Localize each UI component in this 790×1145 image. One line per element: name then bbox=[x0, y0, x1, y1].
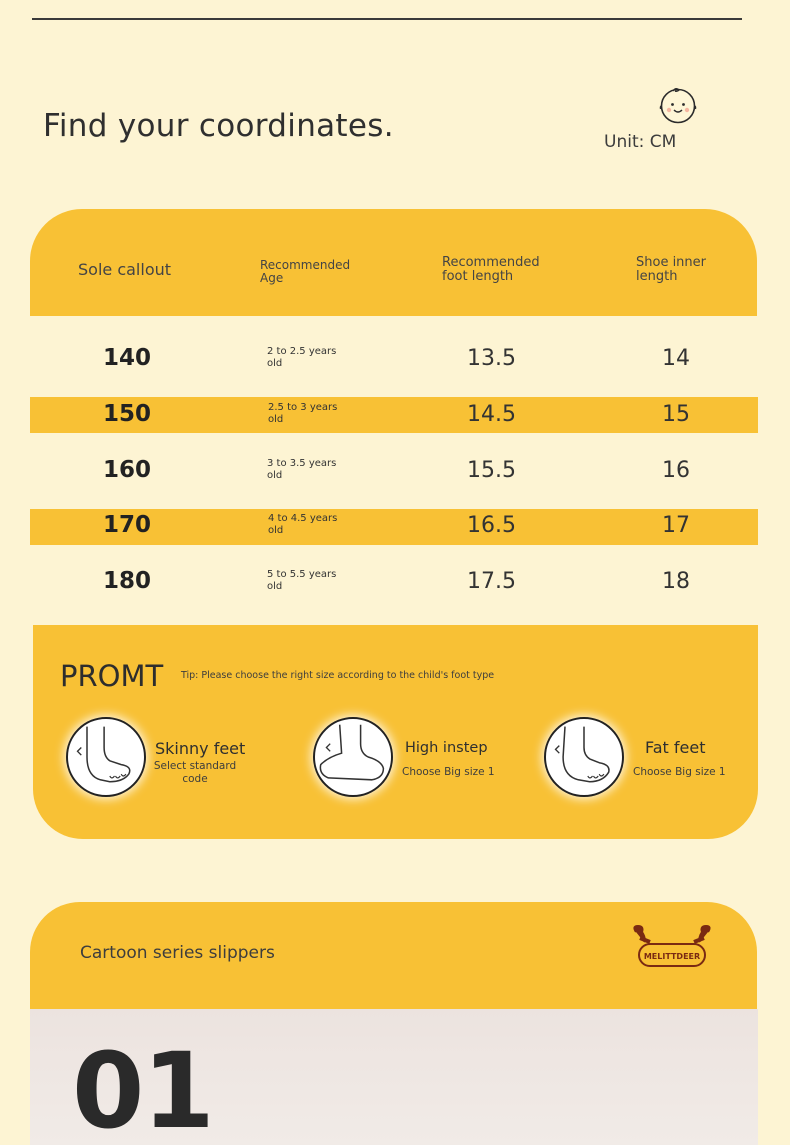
column-header-age: Recommended Age bbox=[260, 258, 351, 286]
inner-length: 15 bbox=[662, 402, 690, 427]
page-headline: Find your coordinates. bbox=[43, 108, 394, 144]
top-divider bbox=[32, 18, 742, 20]
size-table-header bbox=[30, 209, 757, 316]
column-header-foot-length: Recommended foot length bbox=[442, 255, 540, 285]
table-row bbox=[30, 509, 758, 545]
foot-length: 17.5 bbox=[467, 569, 516, 594]
column-header-inner-length: Shoe inner length bbox=[636, 255, 707, 285]
high-instep-advice: Choose Big size 1 bbox=[402, 766, 495, 778]
sole-size: 150 bbox=[103, 401, 152, 427]
sole-size: 160 bbox=[103, 457, 152, 483]
sole-size: 170 bbox=[103, 512, 152, 538]
recommended-age: 2.5 to 3 years old bbox=[268, 402, 338, 425]
table-row bbox=[30, 564, 758, 600]
table-row bbox=[30, 341, 758, 377]
inner-length: 17 bbox=[662, 513, 690, 538]
inner-length: 16 bbox=[662, 458, 690, 483]
unit-label: Unit: CM bbox=[604, 132, 677, 152]
brand-logo-text: MELITTDEER bbox=[643, 952, 701, 961]
high-instep-title: High instep bbox=[405, 740, 488, 756]
skinny-feet-advice: Select standard code bbox=[153, 760, 237, 786]
prompt-title: PROMT bbox=[60, 659, 164, 693]
fat-foot-icon bbox=[544, 717, 624, 797]
recommended-age: 4 to 4.5 years old bbox=[268, 513, 338, 536]
recommended-age: 2 to 2.5 years old bbox=[267, 346, 337, 369]
fat-feet-title: Fat feet bbox=[645, 738, 706, 757]
foot-length: 13.5 bbox=[467, 346, 516, 371]
baby-face-icon bbox=[658, 86, 698, 124]
table-row bbox=[30, 397, 758, 433]
skinny-foot-icon bbox=[66, 717, 146, 797]
series-title: Cartoon series slippers bbox=[80, 943, 275, 963]
foot-length: 14.5 bbox=[467, 402, 516, 427]
inner-length: 14 bbox=[662, 346, 690, 371]
prompt-tip: Tip: Please choose the right size according to the child's foot type bbox=[181, 670, 495, 681]
sole-size: 140 bbox=[103, 345, 152, 371]
column-header-sole-callout: Sole callout bbox=[78, 260, 172, 279]
fat-feet-advice: Choose Big size 1 bbox=[633, 766, 726, 778]
brand-logo bbox=[630, 924, 714, 970]
skinny-feet-title: Skinny feet bbox=[155, 739, 246, 758]
foot-length: 16.5 bbox=[467, 513, 516, 538]
inner-length: 18 bbox=[662, 569, 690, 594]
foot-length: 15.5 bbox=[467, 458, 516, 483]
recommended-age: 5 to 5.5 years old bbox=[267, 569, 337, 592]
table-row bbox=[30, 453, 758, 489]
recommended-age: 3 to 3.5 years old bbox=[267, 458, 337, 481]
high-instep-foot-icon bbox=[313, 717, 393, 797]
section-number: 01 bbox=[72, 1030, 213, 1145]
sole-size: 180 bbox=[103, 568, 152, 594]
